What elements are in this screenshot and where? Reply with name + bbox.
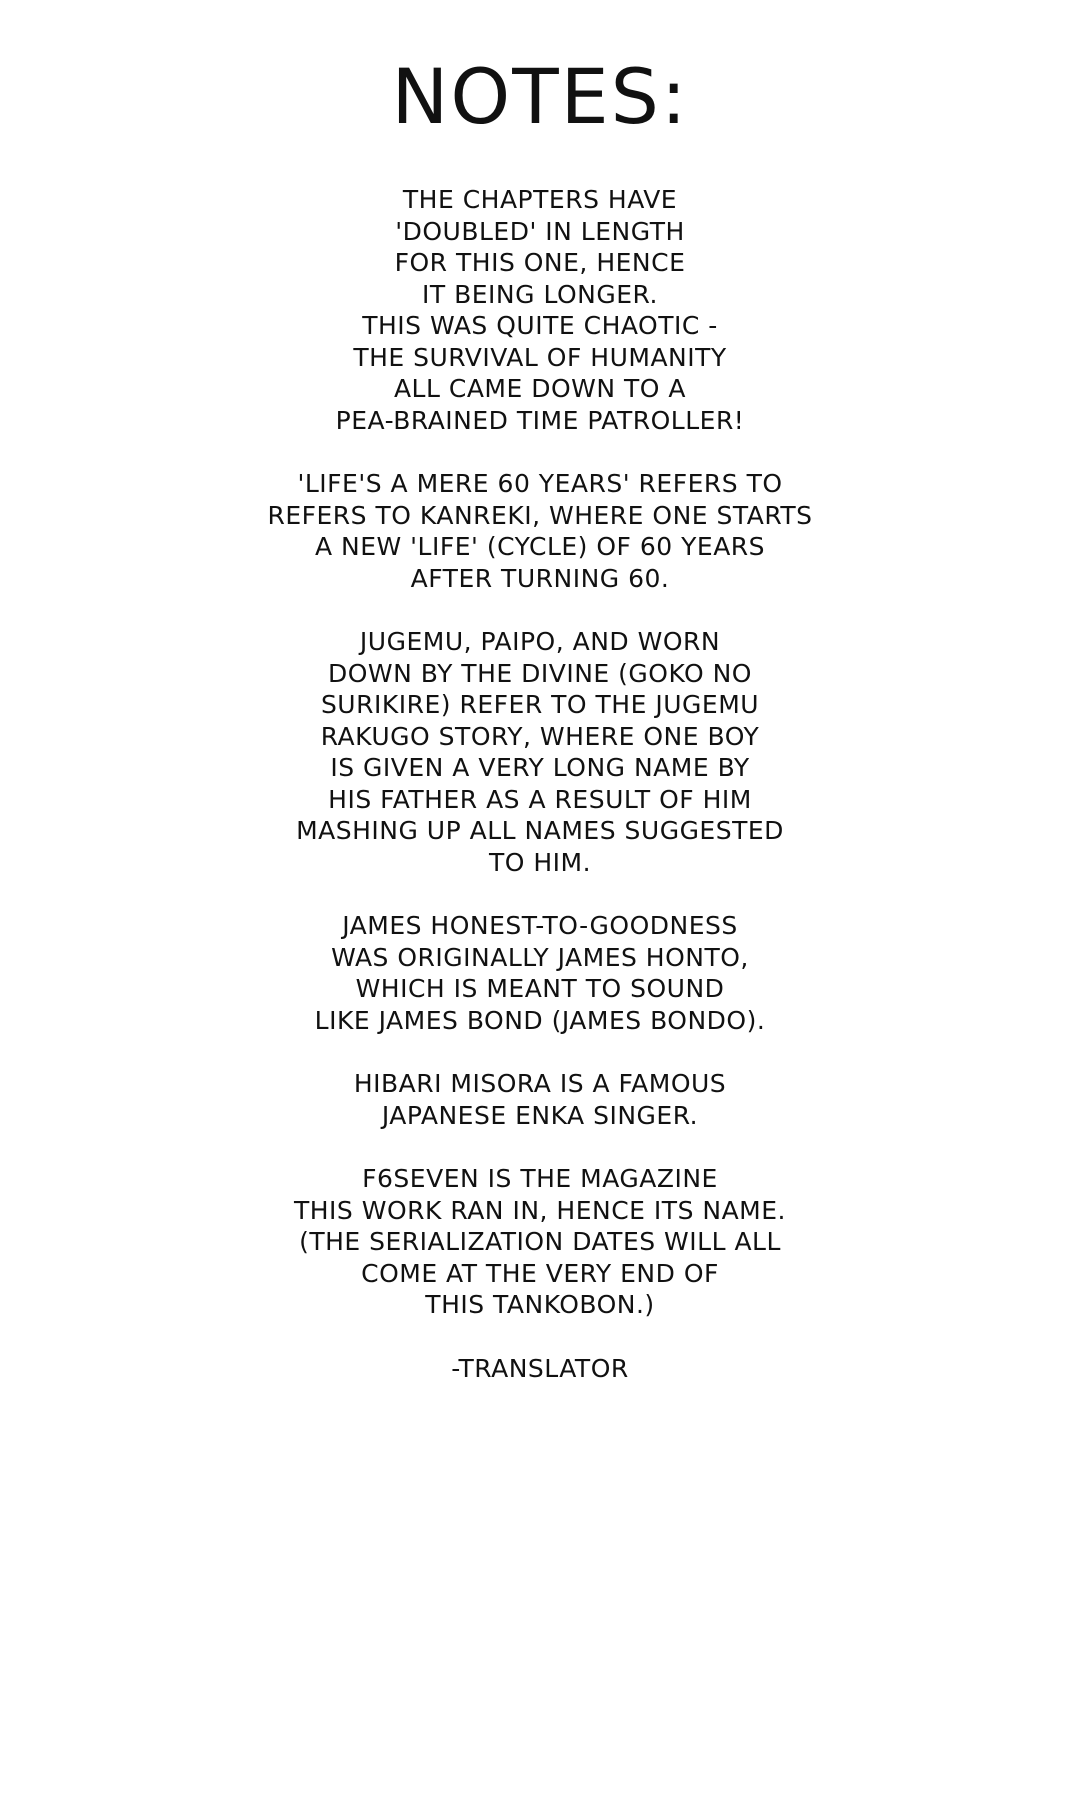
note-paragraph — [0, 468, 1080, 594]
note-line: RAKUGO STORY, WHERE ONE BOY — [320, 721, 760, 751]
note-line: COME AT THE VERY END OF — [361, 1258, 719, 1288]
note-line: AFTER TURNING 60. — [410, 563, 670, 593]
note-paragraph — [0, 910, 1080, 1036]
translator-signature: -TRANSLATOR — [451, 1353, 629, 1383]
note-line: JAPANESE ENKA SINGER. — [381, 1100, 699, 1130]
note-line: IS GIVEN A VERY LONG NAME BY — [330, 753, 750, 782]
note-line: ALL CAME DOWN TO A — [393, 374, 687, 403]
note-line: JAMES HONEST-TO-GOODNESS — [342, 911, 738, 940]
notes-paragraphs — [0, 184, 1080, 1321]
note-line: THIS WAS QUITE CHAOTIC - — [362, 311, 718, 340]
note-paragraph — [0, 626, 1080, 878]
note-line: DOWN BY THE DIVINE (GOKO NO — [328, 658, 752, 688]
note-line: THIS WORK RAN IN, HENCE ITS NAME. — [293, 1195, 786, 1225]
note-paragraph — [0, 1163, 1080, 1321]
note-line: A NEW 'LIFE' (CYCLE) OF 60 YEARS — [314, 532, 766, 561]
note-line: WAS ORIGINALLY JAMES HONTO, — [331, 942, 749, 972]
note-line: 'DOUBLED' IN LENGTH — [395, 216, 685, 246]
note-line: IT BEING LONGER. — [422, 279, 658, 309]
note-paragraph — [0, 1068, 1080, 1131]
note-line: THE CHAPTERS HAVE — [402, 185, 678, 214]
note-line: THIS TANKOBON.) — [425, 1290, 655, 1319]
page-title: NOTES: — [391, 52, 689, 141]
note-line: (THE SERIALIZATION DATES WILL ALL — [299, 1227, 781, 1256]
note-line: FOR THIS ONE, HENCE — [394, 248, 686, 277]
note-line: HIBARI MISORA IS A FAMOUS — [353, 1069, 727, 1098]
note-line: F6SEVEN IS THE MAGAZINE — [362, 1164, 718, 1193]
note-line: LIKE JAMES BOND (JAMES BONDO). — [314, 1005, 766, 1035]
note-line: JUGEMU, PAIPO, AND WORN — [359, 627, 721, 656]
note-line: THE SURVIVAL OF HUMANITY — [353, 342, 727, 372]
note-line: HIS FATHER AS A RESULT OF HIM — [328, 784, 752, 814]
note-line: PEA-BRAINED TIME PATROLLER! — [335, 405, 745, 435]
note-line: TO HIM. — [488, 847, 592, 877]
note-line: SURIKIRE) REFER TO THE JUGEMU — [320, 690, 760, 719]
note-line: REFERS TO KANREKI, WHERE ONE STARTS — [267, 500, 813, 530]
notes-body — [0, 184, 1080, 1384]
note-line: 'LIFE'S A MERE 60 YEARS' REFERS TO — [297, 469, 783, 498]
note-paragraph — [0, 184, 1080, 436]
note-line: WHICH IS MEANT TO SOUND — [355, 974, 725, 1003]
note-line: MASHING UP ALL NAMES SUGGESTED — [296, 816, 784, 845]
